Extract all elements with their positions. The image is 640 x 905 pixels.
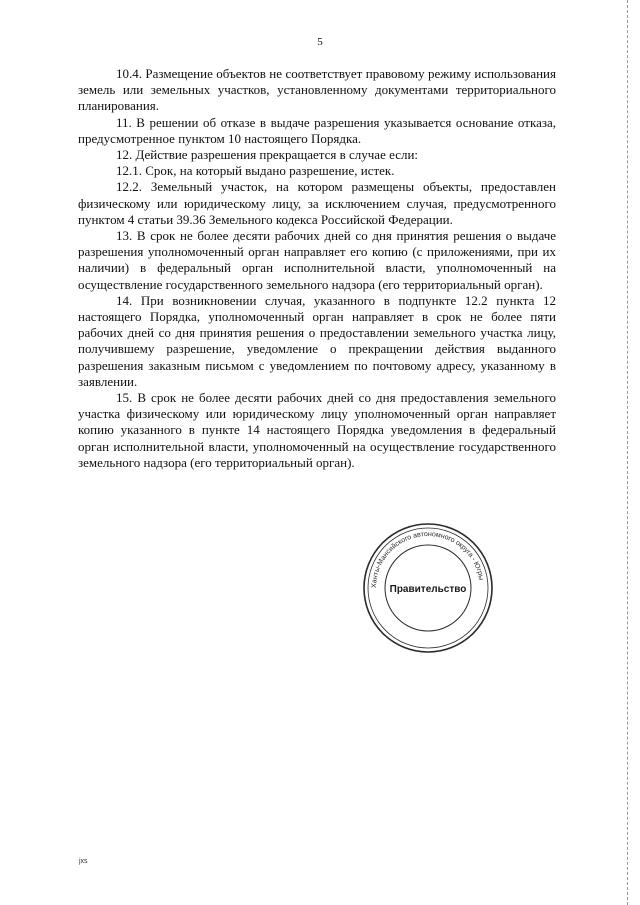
paragraph-12-1: 12.1. Срок, на который выдано разрешение, истек. <box>116 163 395 179</box>
paragraph-13: 13. В срок не более десяти рабочих дней со дня принятия решения о выдаче разрешения уполномоченный орган направляет его копию (с приложениями, при их наличии) в федеральный орган исполнительной власти, уполномоченный на осуществление государственного земельного надзора (его территориальный орган). <box>78 228 556 292</box>
paragraph-12: 12. Действие разрешения прекращается в случае если: <box>116 147 419 163</box>
page-edge-divider <box>627 0 628 905</box>
page-number: 5 <box>317 36 323 48</box>
seal-center-text: Правительство <box>389 584 467 595</box>
paragraph-12-2: 12.2. Земельный участок, на котором размещены объекты, предоставлен физическому или юридическому лицу, за исключением случая, предусмотренного пунктом 4 статьи 39.36 Земельного кодекса Российской Федерации. <box>78 179 556 227</box>
seal-graphic <box>360 520 496 656</box>
document-body <box>78 66 556 471</box>
paragraph-14: 14. При возникновении случая, указанного в подпункте 12.2 пункта 12 настоящего Порядка, уполномоченный орган направляет в срок не более пяти рабочих дней со дня принятия решения о предоставлении земельного участка лицу, получившему разрешение, уведомление о прекращении действия выданного разрешения заказным письмом с уведомлением по почтовому адресу, указанному в заявлении. <box>78 292 556 389</box>
paragraph-15: 15. В срок не более десяти рабочих дней со дня предоставления земельного участка физическому или юридическому лицу уполномоченный орган направляет копию указанного в пункте 14 настоящего Порядка уведомления в федеральный орган исполнительной власти, уполномоченный на осуществление государственного земельного надзора (его территориальный орган). <box>78 390 556 470</box>
footer-mark: jxs <box>79 858 88 865</box>
seal-ring-text: Ханты-Мансийского автономного округа - Югры <box>370 530 485 589</box>
paragraph-11: 11. В решении об отказе в выдаче разрешения указывается основание отказа, предусмотренное пунктом 10 настоящего Порядка. <box>78 114 556 146</box>
government-seal <box>360 520 496 656</box>
paragraph-10-4: 10.4. Размещение объектов не соответствует правовому режиму использования земель или земельных участков, установленному документами территориального планирования. <box>78 66 556 114</box>
